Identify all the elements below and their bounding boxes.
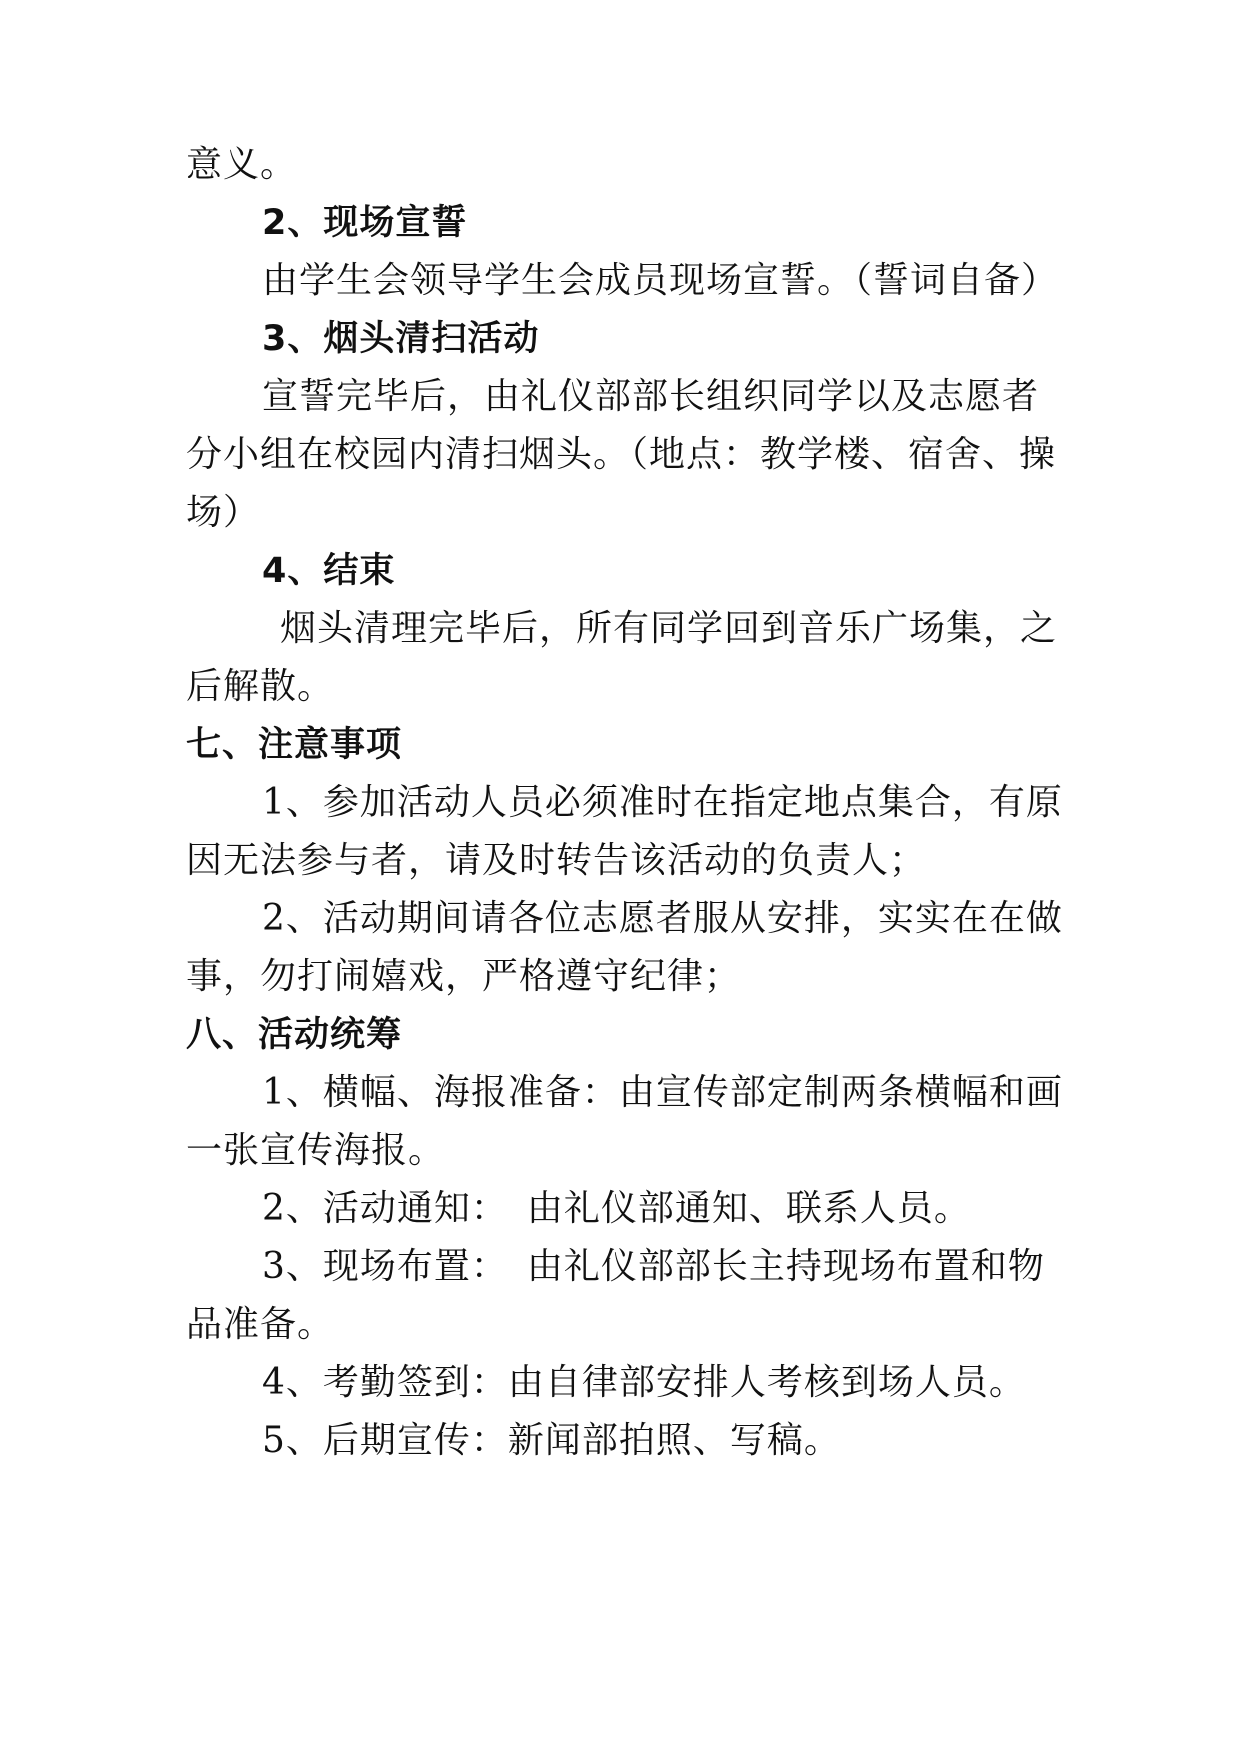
body-text-line: 烟头清理完毕后，所有同学回到音乐广场集，之	[280, 608, 1058, 649]
body-text-line: 1、横幅、海报准备：由宣传部定制两条横幅和画	[262, 1072, 1063, 1113]
body-text-line: 品准备。	[186, 1304, 335, 1345]
body-text-line: 宣誓完毕后，由礼仪部部长组织同学以及志愿者	[262, 376, 1040, 417]
body-text-line: 2、活动期间请各位志愿者服从安排，实实在在做	[262, 898, 1063, 939]
body-text-line: 事，勿打闹嬉戏，严格遵守纪律；	[186, 956, 742, 997]
body-text-line: 一张宣传海报。	[186, 1130, 446, 1171]
section-heading-notes: 七、注意事项	[186, 725, 403, 765]
body-text-line: 由学生会领导学生会成员现场宣誓。（誓词自备）	[262, 260, 1059, 301]
body-text-line: 后解散。	[186, 666, 335, 707]
body-text-line: 3、现场布置： 由礼仪部部长主持现场布置和物	[262, 1246, 1045, 1287]
body-text-line: 1、参加活动人员必须准时在指定地点集合，有原	[262, 782, 1063, 823]
body-text-line: 场）	[186, 492, 261, 533]
body-text-line: 2、活动通知： 由礼仪部通知、联系人员。	[262, 1188, 971, 1229]
subheading-oath: 2、现场宣誓	[262, 203, 468, 243]
body-text-line: 分小组在校园内清扫烟头。（地点：教学楼、宿舍、操	[186, 434, 1057, 475]
body-text-line: 意义。	[186, 144, 298, 185]
section-heading-coordination: 八、活动统筹	[186, 1015, 403, 1055]
body-text-line: 4、考勤签到：由自律部安排人考核到场人员。	[262, 1362, 1026, 1403]
body-text-line: 5、后期宣传：新闻部拍照、写稿。	[262, 1420, 841, 1461]
subheading-end: 4、结束	[262, 551, 396, 591]
subheading-cleanup: 3、烟头清扫活动	[262, 319, 540, 359]
body-text-line: 因无法参与者，请及时转告该活动的负责人；	[186, 840, 927, 881]
